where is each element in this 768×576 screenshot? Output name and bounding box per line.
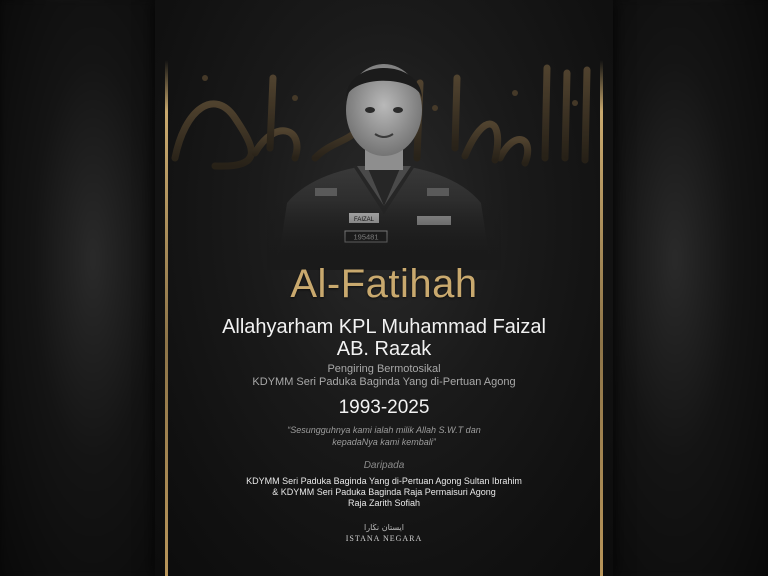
memorial-poster — [155, 0, 613, 576]
deceased-name-line1: Allahyarham KPL Muhammad Faizal — [222, 316, 546, 338]
istana-negara-logo-text: ISTANA NEGARA — [345, 534, 423, 543]
sender-line1: KDYMM Seri Paduka Baginda Yang di-Pertuan Agong Sultan Ibrahim — [246, 476, 522, 486]
from-label: Daripada — [363, 460, 405, 471]
sender-line2: & KDYMM Seri Paduka Baginda Raja Permaisuri Agong — [272, 487, 496, 497]
life-years: 1993-2025 — [338, 397, 430, 418]
blurred-right-background — [613, 0, 768, 576]
deceased-name-line2: AB. Razak — [336, 338, 432, 360]
role-line1: Pengiring Bermotosikal — [327, 363, 441, 375]
poster-title: Al-Fatihah — [290, 262, 478, 306]
quote-line2: kepadaNya kami kembali” — [332, 437, 436, 447]
sender-line3: Raja Zarith Sofiah — [347, 498, 421, 508]
officer-portrait — [267, 38, 501, 270]
blurred-left-background — [0, 0, 155, 576]
istana-negara-jawi-logo: ايستان نڬارا — [363, 523, 405, 532]
quote-line1: “Sesungguhnya kami ialah milik Allah S.W.T dan — [287, 425, 481, 435]
role-line2: KDYMM Seri Paduka Baginda Yang di-Pertuan Agong — [252, 376, 516, 388]
